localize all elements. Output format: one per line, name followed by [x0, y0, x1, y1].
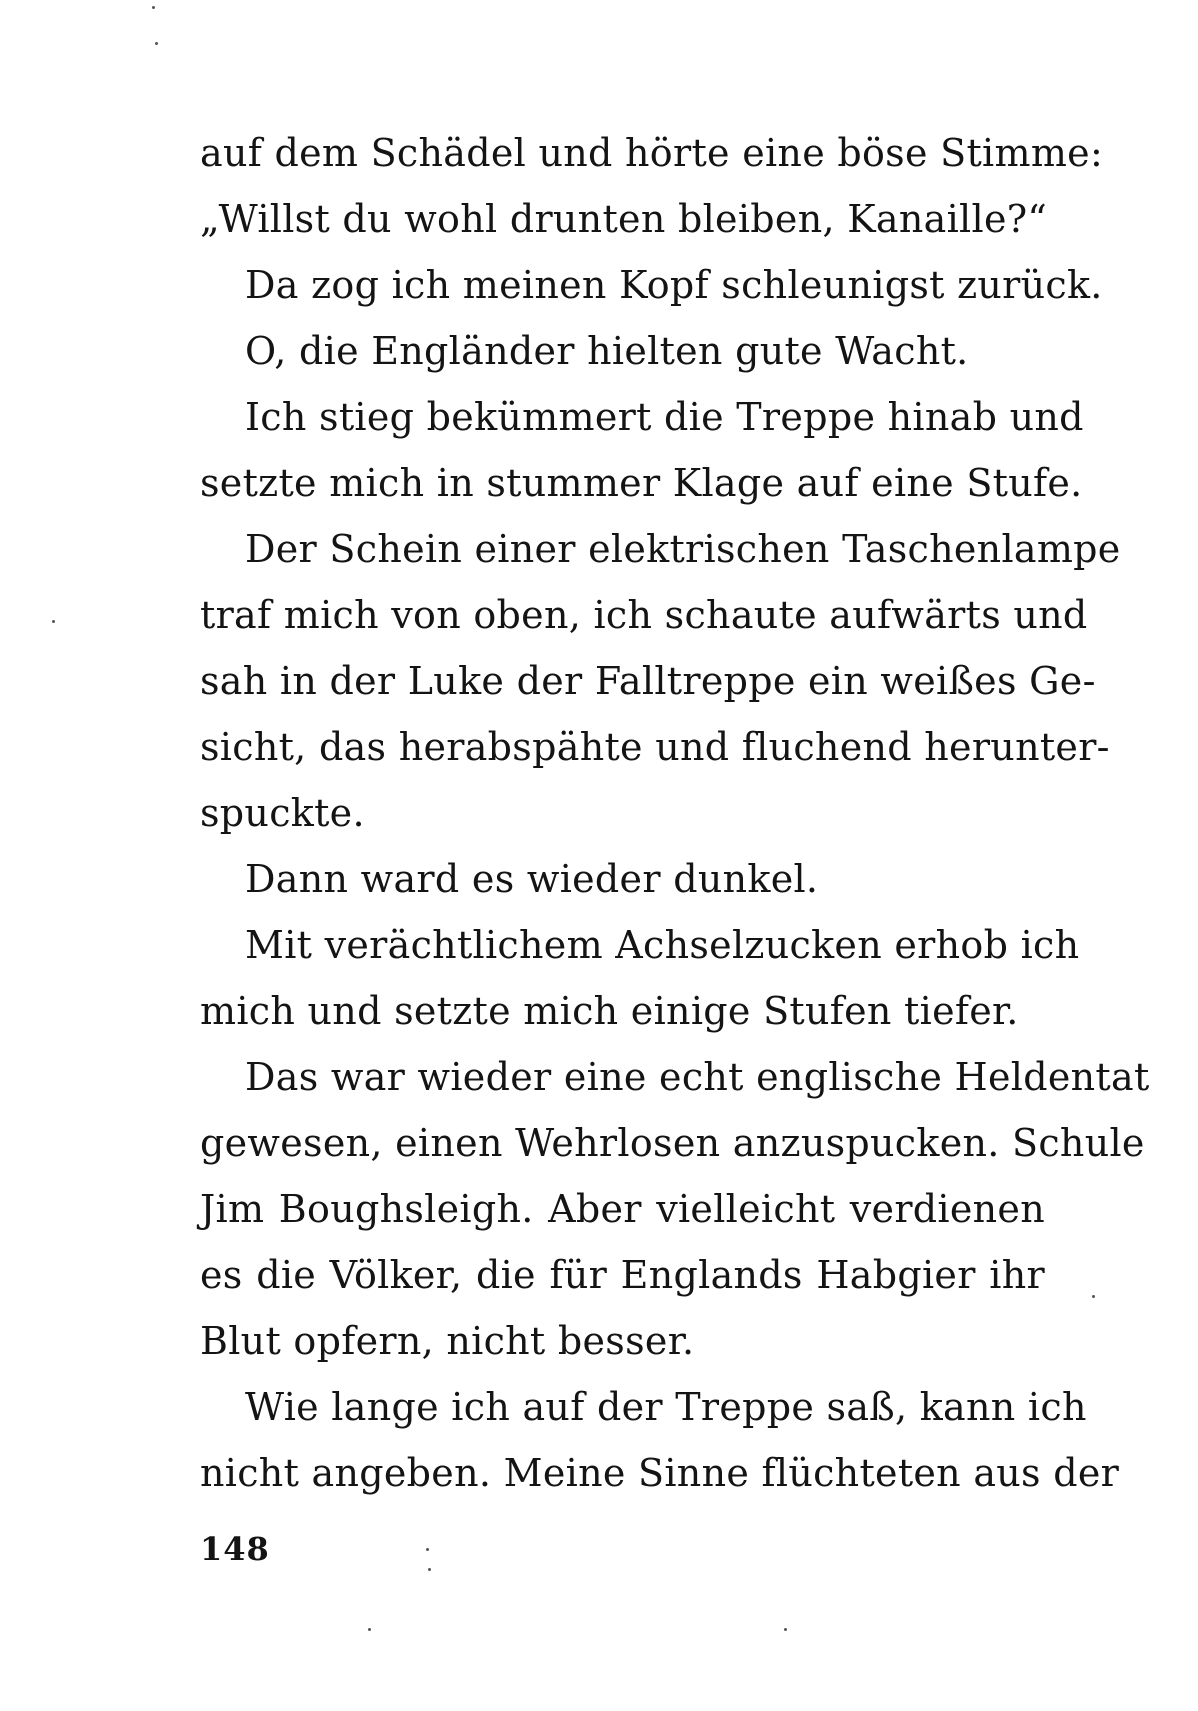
- text-line-11: spuckte.: [200, 791, 365, 835]
- text-line-13: Mit verächtlichem Achselzucken erhob ich: [245, 923, 1080, 967]
- page-number: 148: [200, 1530, 270, 1568]
- text-line-21: nicht angeben. Meine Sinne flüchteten aus der: [200, 1451, 1120, 1495]
- dust-speck: [52, 620, 55, 623]
- dust-speck: [428, 1568, 431, 1571]
- dust-speck: [1092, 1295, 1095, 1298]
- text-line-8: traf mich von oben, ich schaute aufwärts und: [200, 593, 1088, 637]
- text-line-18: es die Völker, die für Englands Habgier ihr: [200, 1253, 1045, 1297]
- text-line-15: Das war wieder eine echt englische Heldentat: [245, 1055, 1150, 1099]
- text-line-2: „Willst du wohl drunten bleiben, Kanaille?“: [200, 197, 1048, 241]
- dust-speck: [426, 1548, 429, 1551]
- text-line-10: sicht, das herabspähte und fluchend herunter-: [200, 725, 1110, 769]
- text-line-5: Ich stieg bekümmert die Treppe hinab und: [245, 395, 1084, 439]
- text-line-3: Da zog ich meinen Kopf schleunigst zurück.: [245, 263, 1103, 307]
- dust-speck: [155, 42, 158, 45]
- text-line-1: auf dem Schädel und hörte eine böse Stimme:: [200, 131, 1104, 175]
- text-line-17: Jim Boughsleigh. Aber vielleicht verdienen: [200, 1187, 1045, 1231]
- text-line-7: Der Schein einer elektrischen Taschenlampe: [245, 527, 1121, 571]
- dust-speck: [152, 6, 155, 9]
- text-line-19: Blut opfern, nicht besser.: [200, 1319, 695, 1363]
- text-line-12: Dann ward es wieder dunkel.: [245, 857, 819, 901]
- dust-speck: [368, 1628, 371, 1631]
- text-line-14: mich und setzte mich einige Stufen tiefer.: [200, 989, 1019, 1033]
- body-text: [200, 120, 1150, 1506]
- text-line-20: Wie lange ich auf der Treppe saß, kann ich: [245, 1385, 1087, 1429]
- text-line-6: setzte mich in stummer Klage auf eine Stufe.: [200, 461, 1083, 505]
- text-line-4: O, die Engländer hielten gute Wacht.: [245, 329, 969, 373]
- text-line-9: sah in der Luke der Falltreppe ein weißes Ge-: [200, 659, 1096, 703]
- text-line-16: gewesen, einen Wehrlosen anzuspucken. Schule: [200, 1121, 1145, 1165]
- dust-speck: [784, 1628, 787, 1631]
